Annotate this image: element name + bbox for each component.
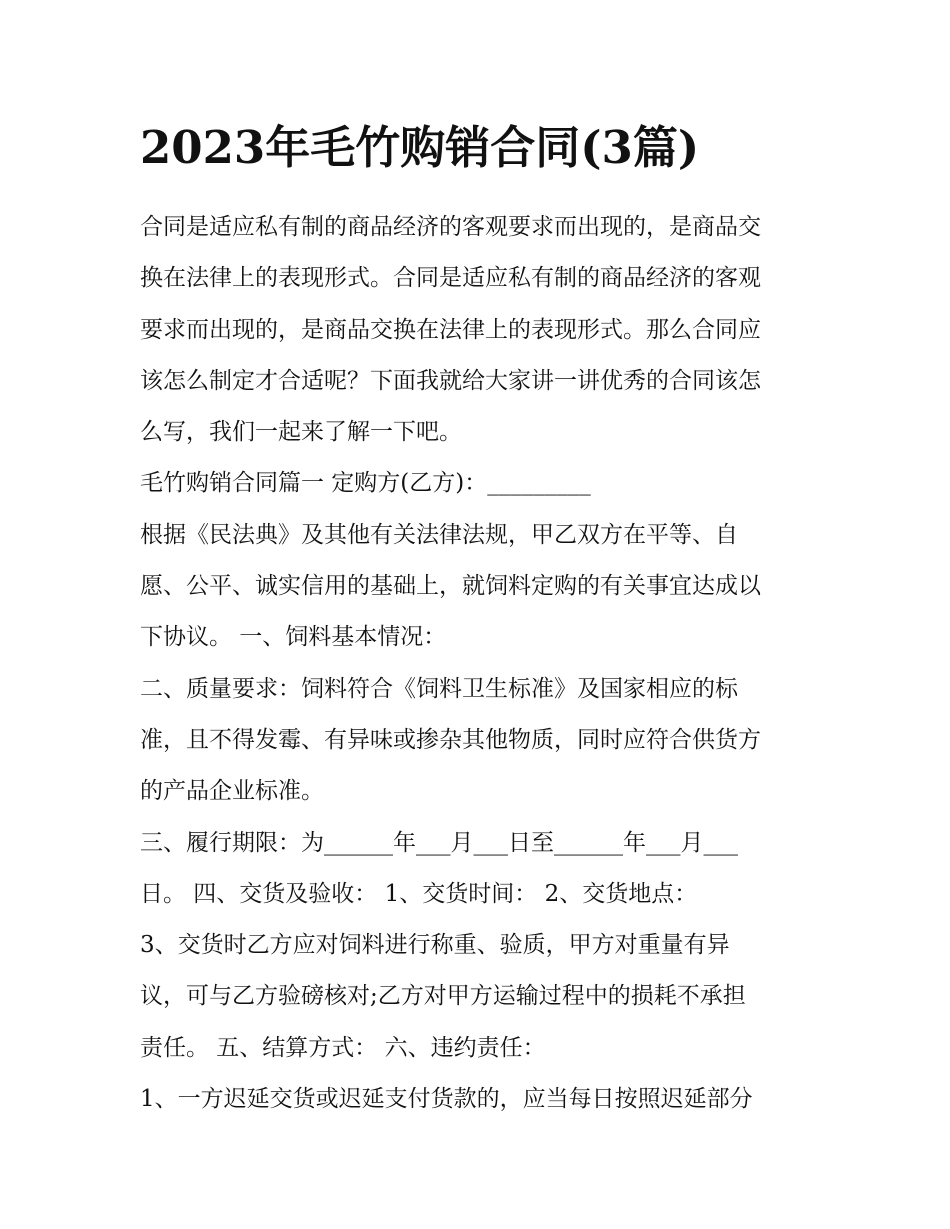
body-line-intro-1: 合同是适应私有制的商品经济的客观要求而出现的，是商品交 [140, 214, 761, 240]
body-line-delivery-2: 议，可与乙方验磅核对;乙方对甲方运输过程中的损耗不承担 [140, 983, 746, 1010]
body-line-intro-5: 么写，我们一起来了解一下吧。 [140, 419, 462, 446]
body-line-liability-1: 1、一方迟延交货或迟延支付货款的，应当每日按照迟延部分 [140, 1086, 753, 1113]
body-line-delivery-3: 责任。 五、结算方式： 六、违约责任： [140, 1034, 546, 1061]
body-line-quality-3: 的产品企业标准。 [140, 778, 324, 805]
body-line-intro-4: 该怎么制定才合适呢？下面我就给大家讲一讲优秀的合同该怎 [140, 367, 761, 394]
body-line-quality-1: 二、质量要求：饲料符合《饲料卫生标准》及国家相应的标 [140, 675, 738, 702]
body-line-term-2: 日。 四、交货及验收： 1、交货时间： 2、交货地点： [140, 880, 698, 907]
body-line-quality-2: 准，且不得发霉、有异味或掺杂其他物质，同时应符合供货方 [140, 726, 761, 753]
body-line-term-1: 三、履行期限：为______年___月___日至______年___月___ [140, 829, 738, 856]
document-title: 2023年毛竹购销合同(3篇) [140, 121, 700, 174]
body-line-delivery-1: 3、交货时乙方应对饲料进行称重、验质，甲方对重量有异 [140, 932, 730, 959]
body-line-intro-2: 换在法律上的表现形式。合同是适应私有制的商品经济的客观 [140, 265, 761, 292]
body-line-agreement-2: 愿、公平、诚实信用的基础上，就饲料定购的有关事宜达成以 [140, 573, 761, 600]
section-heading-contract-one: 毛竹购销合同篇一 定购方(乙方)：_________ [140, 470, 591, 497]
body-line-agreement-1: 根据《民法典》及其他有关法律法规，甲乙双方在平等、自 [140, 521, 738, 548]
body-line-intro-3: 要求而出现的，是商品交换在法律上的表现形式。那么合同应 [140, 316, 761, 343]
document-body [140, 202, 820, 1125]
body-line-agreement-3: 下协议。 一、饲料基本情况： [140, 624, 447, 651]
